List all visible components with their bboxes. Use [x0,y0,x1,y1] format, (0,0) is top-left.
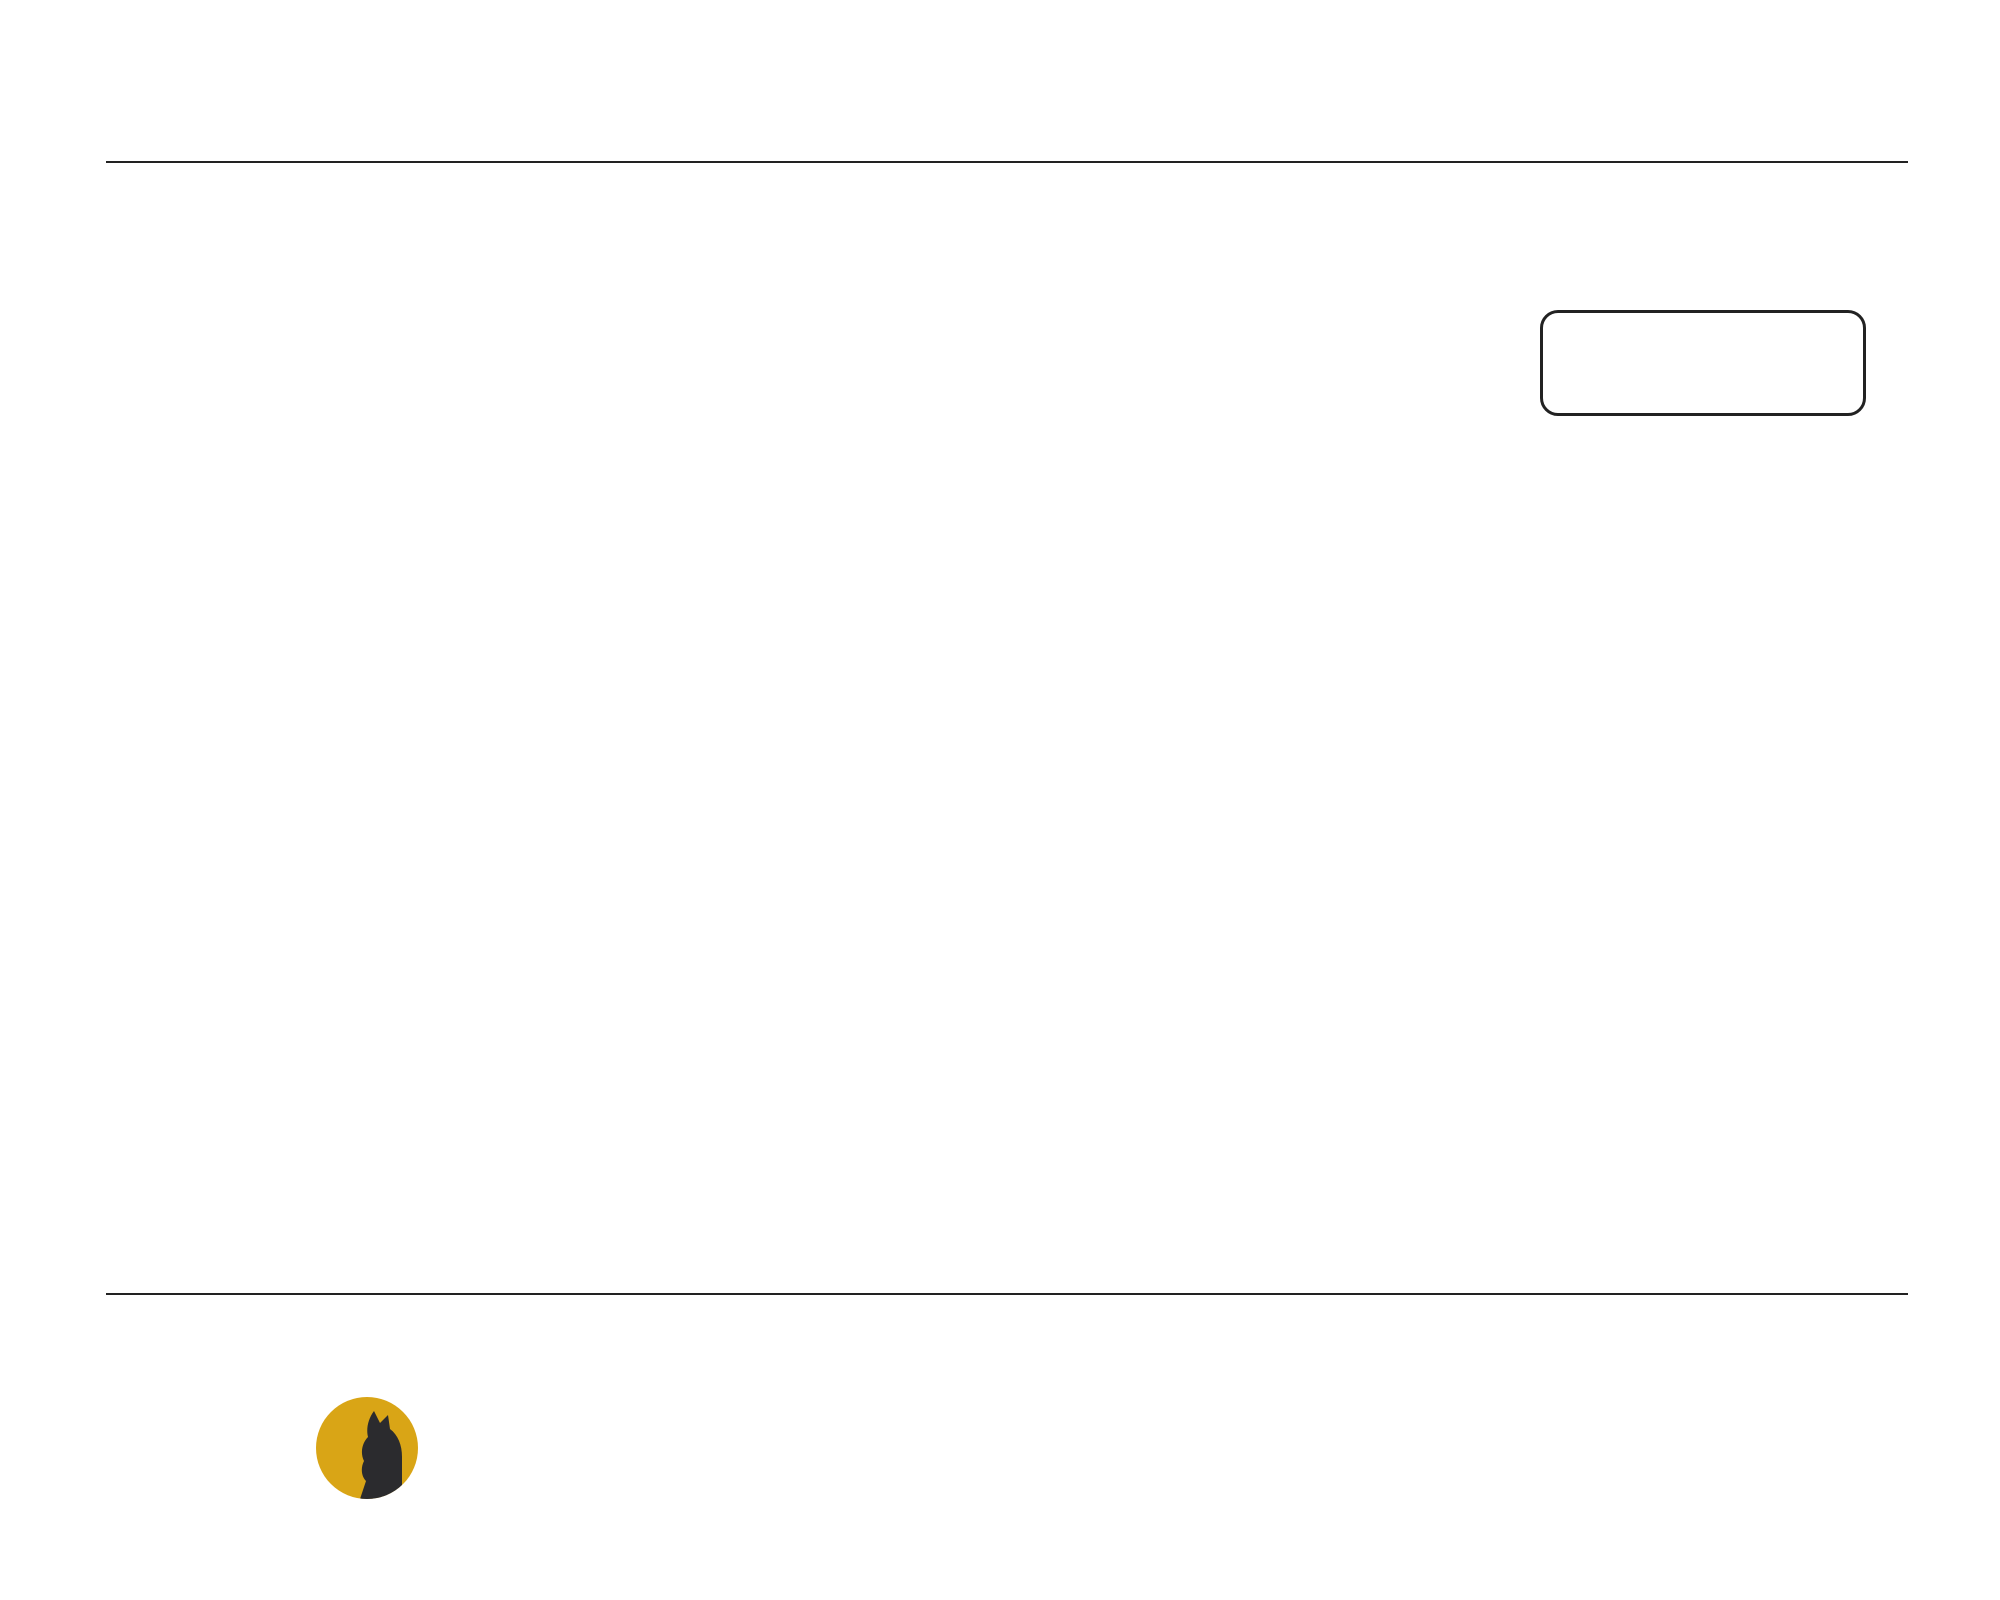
cat-silhouette-icon [316,1397,418,1499]
bottom-divider [106,1293,1908,1295]
footer [316,1396,486,1500]
column-title-box [1540,310,1866,416]
top-divider [106,161,1908,163]
